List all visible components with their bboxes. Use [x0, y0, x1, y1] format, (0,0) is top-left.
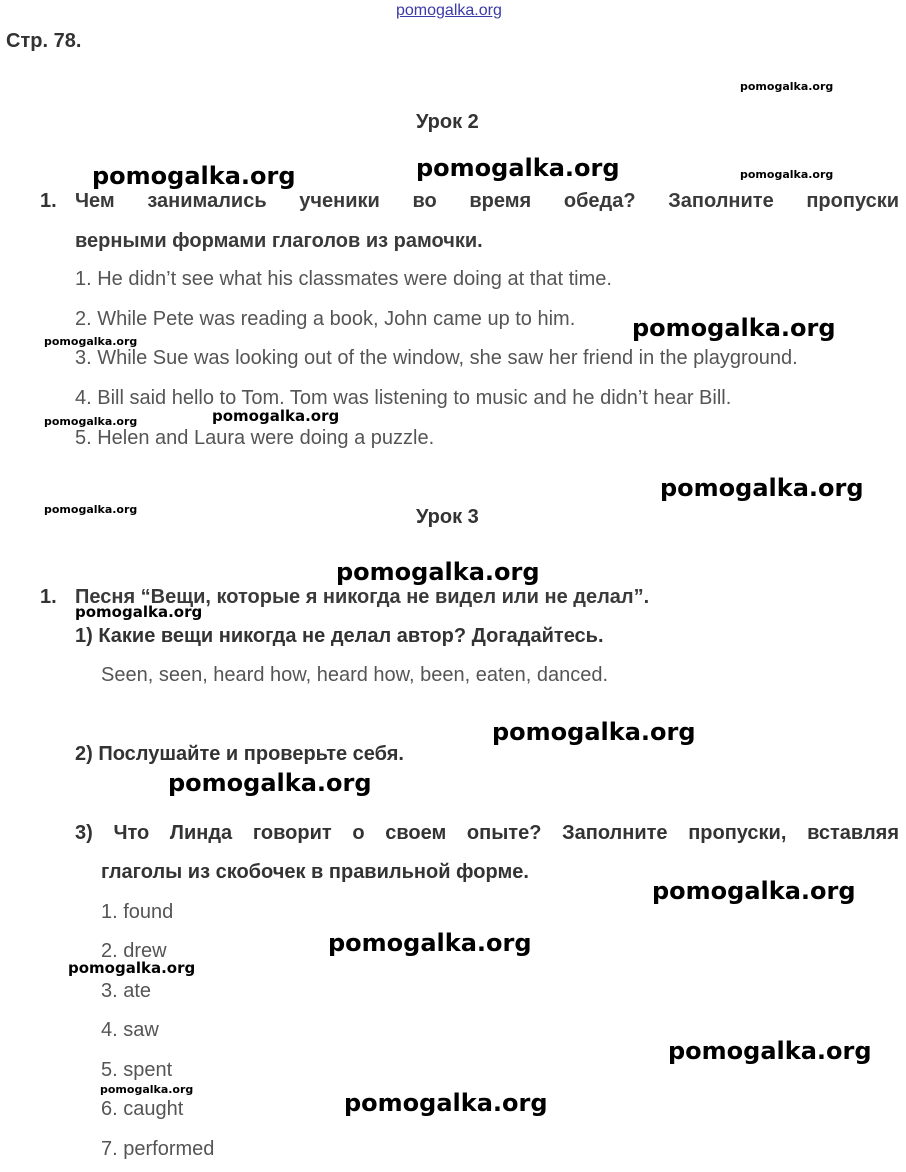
watermark: pomogalka.org — [92, 162, 296, 190]
lesson-3-answer-6: 6. caught — [101, 1098, 184, 1120]
lesson-3-answer-2: 2. drew — [101, 940, 167, 962]
lesson-2-task-number: 1. — [40, 190, 57, 212]
lesson-2-answer-3: 3. While Sue was looking out of the window, she saw her friend in the playground. — [75, 347, 798, 369]
lesson-3-answer-4: 4. saw — [101, 1019, 159, 1041]
lesson-3-answer-1: 1. found — [101, 901, 174, 923]
watermark: pomogalka.org — [344, 1089, 548, 1117]
lesson-3-answer-7: 7. performed — [101, 1138, 215, 1160]
lesson-3-sub-3-line-2: глаголы из скобочек в правильной форме. — [101, 861, 529, 883]
lesson-2-answer-1: 1. He didn’t see what his classmates were doing at that time. — [75, 268, 612, 290]
watermark: pomogalka.org — [668, 1037, 872, 1065]
lesson-2-task-line-1: Чем занимались ученики во время обеда? Заполните пропуски — [75, 190, 899, 212]
lesson-3-sub-1-answer: Seen, seen, heard how, heard how, been, eaten, danced. — [101, 664, 609, 686]
watermark: pomogalka.org — [168, 769, 372, 797]
lesson-2-answer-4: 4. Bill said hello to Tom. Tom was listening to music and he didn’t hear Bill. — [75, 387, 732, 409]
watermark: pomogalka.org — [75, 603, 203, 621]
lesson-2-answer-2: 2. While Pete was reading a book, John came up to him. — [75, 308, 576, 330]
watermark: pomogalka.org — [68, 959, 196, 977]
watermark: pomogalka.org — [660, 474, 864, 502]
watermark: pomogalka.org — [416, 154, 620, 182]
lesson-3-sub-2-label: 2) Послушайте и проверьте себя. — [75, 743, 404, 765]
lesson-3-sub-1-label: 1) Какие вещи никогда не делал автор? Догадайтесь. — [75, 625, 604, 647]
site-link[interactable]: pomogalka.org — [396, 2, 502, 19]
watermark: pomogalka.org — [652, 877, 856, 905]
watermark: pomogalka.org — [740, 168, 834, 181]
watermark: pomogalka.org — [336, 558, 540, 586]
watermark: pomogalka.org — [44, 415, 138, 428]
lesson-3-answer-5: 5. spent — [101, 1059, 173, 1081]
watermark: pomogalka.org — [44, 335, 138, 348]
lesson-3-task-title: Песня “Вещи, которые я никогда не видел или не делал”. — [75, 586, 650, 608]
lesson-2-task-line-2: верными формами глаголов из рамочки. — [75, 230, 483, 252]
lesson-3-answer-3: 3. ate — [101, 980, 152, 1002]
watermark: pomogalka.org — [632, 314, 836, 342]
watermark: pomogalka.org — [44, 503, 138, 516]
lesson-3-task-number: 1. — [40, 586, 57, 608]
watermark: pomogalka.org — [328, 929, 532, 957]
lesson-3-sub-3-line-1: 3) Что Линда говорит о своем опыте? Заполните пропуски, вставляя — [75, 822, 899, 844]
watermark: pomogalka.org — [492, 718, 696, 746]
lesson-2-title: Урок 2 — [416, 111, 479, 133]
page-number: Стр. 78. — [6, 30, 82, 52]
watermark: pomogalka.org — [212, 407, 340, 425]
lesson-2-answer-5: 5. Helen and Laura were doing a puzzle. — [75, 427, 435, 449]
watermark: pomogalka.org — [740, 80, 834, 93]
watermark: pomogalka.org — [100, 1083, 194, 1096]
lesson-3-title: Урок 3 — [416, 506, 479, 528]
